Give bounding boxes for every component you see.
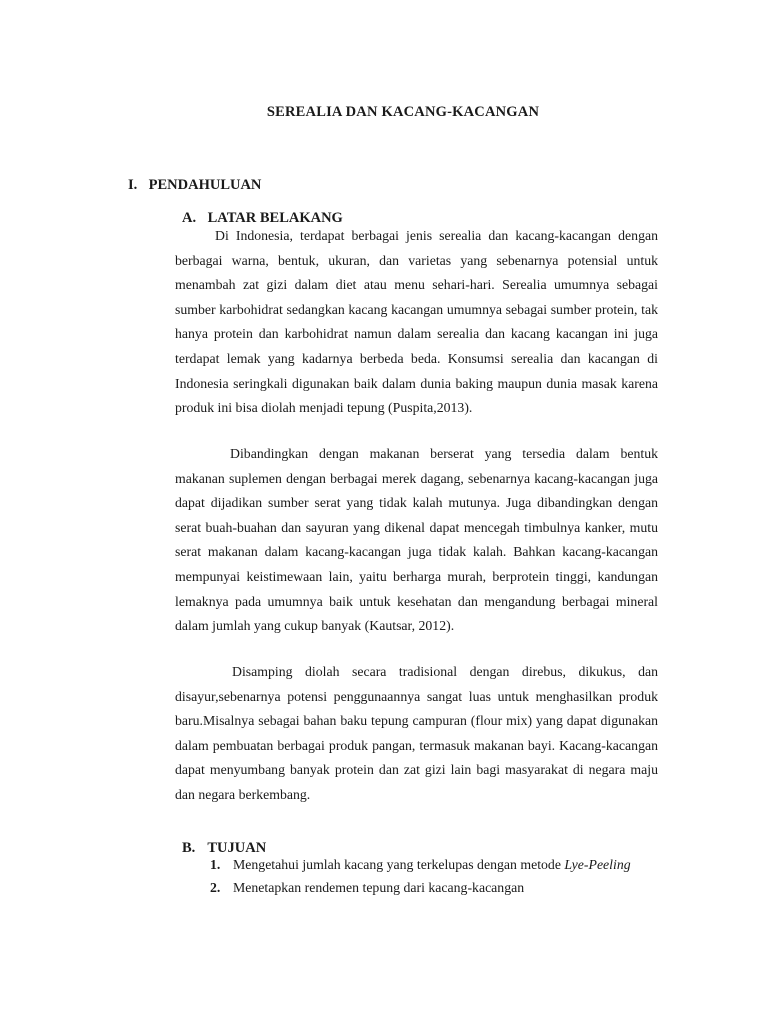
- list-item-number: 1.: [210, 857, 221, 872]
- paragraph-1: Di Indonesia, terdapat berbagai jenis serealia dan kacang-kacangan dengan berbagai warna, bentuk, ukuran, dan varietas yang sebenarnya potensial untuk menambah zat gizi dalam diet atau menu sehari-hari. Serealia umumnya sebagai sumber karbohidrat sedangkan kacang kacangan umumnya sebagai sumber protein, tak hanya protein dan karbohidrat namun dalam serealia dan kacang kacangan ini juga terdapat lemak yang kadarnya berbeda beda. Konsumsi serealia dan kacangan di Indonesia seringkali digunakan baik dalam dunia baking maupun dunia masak karena produk ini bisa diolah menjadi tepung (Puspita,2013).: [175, 228, 658, 416]
- objectives-list: [210, 853, 660, 899]
- list-item-number: 2.: [210, 880, 221, 895]
- subsection-number: B.: [182, 840, 196, 856]
- subsection-heading-text: LATAR BELAKANG: [207, 210, 343, 226]
- list-item-text: Mengetahui jumlah kacang yang terkelupas dengan metode: [233, 857, 565, 872]
- section-heading-text: PENDAHULUAN: [148, 177, 262, 193]
- list-item-italic-term: Lye-Peeling: [564, 857, 631, 872]
- subsection-heading-text: TUJUAN: [207, 840, 267, 856]
- section-number: I.: [128, 177, 138, 193]
- paragraph-2: Dibandingkan dengan makanan berserat yang tersedia dalam bentuk makanan suplemen dengan berbagai merek dagang, sebenarnya kacang-kacangan juga dapat dijadikan sumber serat yang tidak kalah mutunya. Juga dibandingkan dengan serat buah-buahan dan sayuran yang dikenal dapat mencegah timbulnya kanker, mutu serat makanan dalam kacang-kacangan juga tidak kalah. Bahkan kacang-kacangan mempunyai keistimewaan lain, yaitu berharga murah, berprotein tinggi, kandungan lemaknya pada umumnya baik untuk kesehatan dan mengandung berbagai mineral dalam jumlah yang cukup banyak (Kautsar, 2012).: [175, 446, 658, 634]
- document-title: SEREALIA DAN KACANG-KACANGAN: [266, 104, 540, 120]
- list-item: [210, 853, 660, 876]
- paragraph-3: Disamping diolah secara tradisional dengan direbus, dikukus, dan disayur,sebenarnya potensi penggunaannya sangat luas untuk menghasilkan produk baru.Misalnya sebagai bahan baku tepung campuran (flour mix) yang dapat digunakan dalam pembuatan berbagai produk pangan, termasuk makanan bayi. Kacang-kacangan dapat menyumbang banyak protein dan zat gizi lain bagi masyarakat di negara maju dan negara berkembang.: [175, 664, 658, 802]
- section-heading-pendahuluan: [128, 177, 261, 194]
- subsection-number: A.: [182, 210, 197, 226]
- list-item: [210, 876, 660, 899]
- list-item-text: Menetapkan rendemen tepung dari kacang-kacangan: [233, 880, 525, 895]
